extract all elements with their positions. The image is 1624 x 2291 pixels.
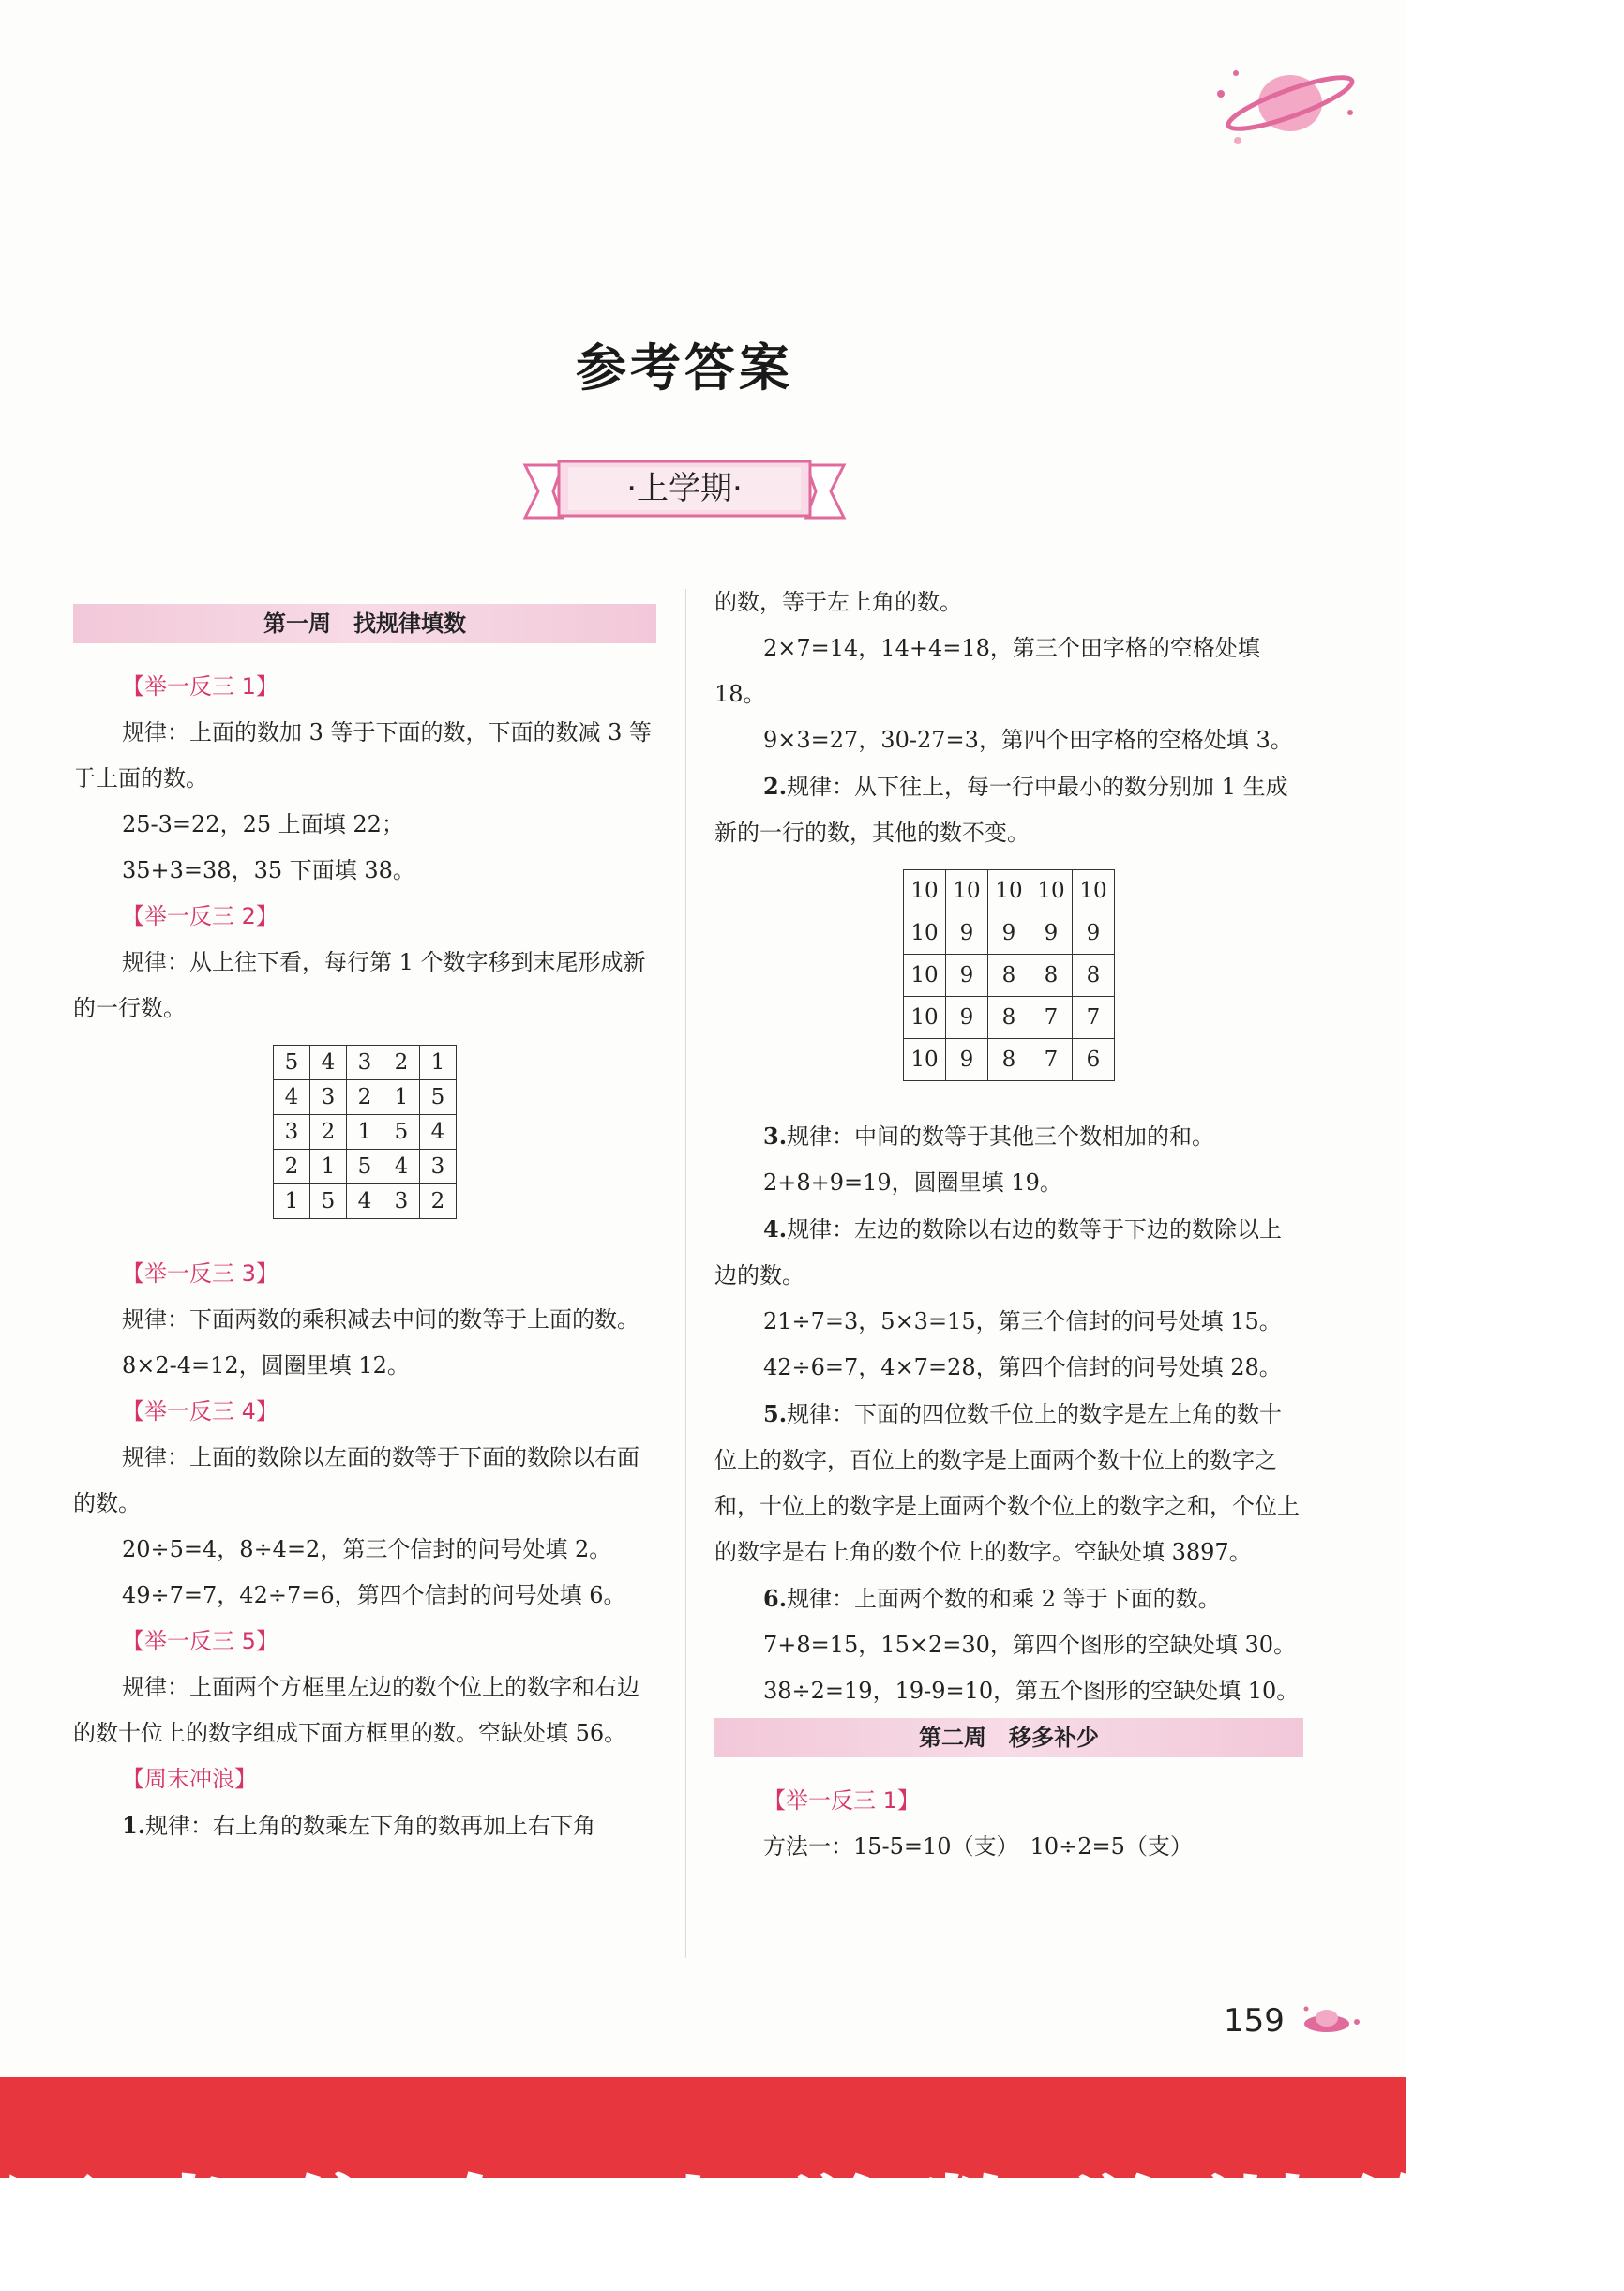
- answer-paragraph: [714, 1206, 1303, 1299]
- answer-paragraph: [714, 1113, 1303, 1160]
- right-column: [714, 580, 1303, 1870]
- grid-cell: 5: [420, 1080, 457, 1115]
- answer-line: 42÷6=7，4×7=28，第四个信封的问号处填 28。: [763, 1354, 1282, 1380]
- grid-cell: 4: [347, 1184, 383, 1219]
- grid-cell: 10: [1030, 870, 1073, 912]
- left-column: [73, 600, 656, 1849]
- grid-cell: 7: [1030, 1039, 1073, 1081]
- grid-cell: 8: [1073, 955, 1115, 997]
- item-number: 1.: [122, 1812, 146, 1839]
- grid-cell: 1: [383, 1080, 420, 1115]
- grid-cell: 8: [988, 1039, 1030, 1081]
- answer-paragraph: [714, 1575, 1303, 1622]
- grid-cell: 1: [310, 1150, 347, 1184]
- item-number: 2.: [763, 773, 788, 800]
- section-heading-week2: 第二周 移多补少: [714, 1718, 1303, 1757]
- answer-paragraph: [714, 1391, 1303, 1575]
- grid-cell: 3: [383, 1184, 420, 1219]
- grid-cell: 2: [383, 1046, 420, 1080]
- answer-line: 7+8=15，15×2=30，第四个图形的空缺处填 30。: [763, 1632, 1297, 1658]
- answer-paragraph: 规律：上面的数除以左面的数等于下面的数除以右面的数。: [73, 1444, 639, 1516]
- exercise-heading: 【举一反三 5】: [122, 1628, 278, 1654]
- grid-cell: 9: [946, 1039, 988, 1081]
- grid-cell: 3: [420, 1150, 457, 1184]
- item-text: 规律：上面两个数的和乘 2 等于下面的数。: [787, 1586, 1221, 1612]
- answer-paragraph: 9×3=27，30-27=3，第四个田字格的空格处填 3。: [763, 727, 1293, 753]
- grid-cell: 7: [1073, 997, 1115, 1039]
- answer-line: 38÷2=19，19-9=10，第五个图形的空缺处填 10。: [763, 1678, 1300, 1704]
- grid-cell: 9: [1030, 912, 1073, 955]
- grid-cell: 10: [904, 955, 946, 997]
- answer-paragraph: [73, 1802, 656, 1849]
- answer-paragraph: [714, 763, 1303, 856]
- page-title: 参考答案: [576, 338, 793, 398]
- grid-cell: 3: [310, 1080, 347, 1115]
- grid-cell: 2: [310, 1115, 347, 1150]
- item-text: 规律：右上角的数乘左下角的数再加上右下角: [145, 1813, 596, 1839]
- section-heading-week1: 第一周 找规律填数: [73, 604, 656, 643]
- exercise-heading: 【举一反三 2】: [122, 903, 278, 929]
- item-text: 规律：左边的数除以右边的数等于下边的数除以上边的数。: [714, 1216, 1283, 1289]
- grid-cell: 1: [347, 1115, 383, 1150]
- planet-decoration-icon: [1210, 56, 1360, 159]
- grid-cell: 5: [310, 1184, 347, 1219]
- answer-line: 25-3=22，25 上面填 22；: [122, 811, 404, 837]
- answer-line: 21÷7=3，5×3=15，第三个信封的问号处填 15。: [763, 1308, 1282, 1334]
- grid-cell: 4: [383, 1150, 420, 1184]
- exercise-heading: 【举一反三 1】: [763, 1787, 920, 1814]
- grid-cell: 1: [274, 1184, 310, 1219]
- ufo-decoration-icon: [1299, 1997, 1364, 2044]
- item-text: 规律：从下往上，每一行中最小的数分别加 1 生成新的一行的数，其他的数不变。: [714, 774, 1288, 846]
- grid-cell: 10: [1073, 870, 1115, 912]
- exercise-heading: 【周末冲浪】: [122, 1766, 257, 1792]
- grid-cell: 10: [904, 1039, 946, 1081]
- grid-cell: 4: [420, 1115, 457, 1150]
- grid-cell: 10: [988, 870, 1030, 912]
- grid-cell: 9: [988, 912, 1030, 955]
- grid-cell: 9: [946, 912, 988, 955]
- number-grid-left: [273, 1045, 457, 1219]
- exercise-heading: 【举一反三 1】: [122, 673, 278, 700]
- column-divider: [685, 589, 686, 1958]
- grid-cell: 7: [1030, 997, 1073, 1039]
- item-number: 5.: [763, 1400, 788, 1427]
- grid-cell: 8: [988, 997, 1030, 1039]
- grid-cell: 8: [1030, 955, 1073, 997]
- grid-cell: 10: [904, 870, 946, 912]
- answer-line: 35+3=38，35 下面填 38。: [122, 857, 415, 883]
- answer-line: 8×2-4=12，圆圈里填 12。: [122, 1352, 410, 1379]
- number-grid-right: [903, 869, 1115, 1081]
- grid-cell: 9: [946, 955, 988, 997]
- term-label: ·上学期·: [626, 470, 743, 507]
- item-number: 6.: [763, 1585, 788, 1612]
- answer-paragraph: 2×7=14，14+4=18，第三个田字格的空格处填 18。: [714, 635, 1260, 707]
- grid-cell: 2: [420, 1184, 457, 1219]
- grid-cell: 2: [274, 1150, 310, 1184]
- answer-line: 方法一：15-5=10（支） 10÷2=5（支）: [763, 1833, 1193, 1860]
- grid-cell: 9: [946, 997, 988, 1039]
- grid-cell: 10: [904, 997, 946, 1039]
- grid-cell: 1: [420, 1046, 457, 1080]
- grid-cell: 10: [946, 870, 988, 912]
- exercise-heading: 【举一反三 3】: [122, 1260, 278, 1287]
- answer-paragraph: 规律：从上往下看，每行第 1 个数字移到末尾形成新的一行数。: [73, 949, 646, 1021]
- item-number: 4.: [763, 1215, 788, 1243]
- grid-cell: 4: [310, 1046, 347, 1080]
- grid-cell: 10: [904, 912, 946, 955]
- answer-paragraph: 规律：上面两个方框里左边的数个位上的数字和右边的数十位上的数字组成下面方框里的数。空缺处填 56。: [73, 1674, 639, 1746]
- grid-cell: 6: [1073, 1039, 1115, 1081]
- grid-cell: 8: [988, 955, 1030, 997]
- answer-paragraph: 规律：上面的数加 3 等于下面的数，下面的数减 3 等于上面的数。: [73, 719, 653, 791]
- promo-footer-banner: [0, 2077, 1624, 2285]
- answer-line: 20÷5=4，8÷4=2，第三个信封的问号处填 2。: [122, 1536, 612, 1562]
- grid-cell: 3: [347, 1046, 383, 1080]
- grid-cell: 3: [274, 1115, 310, 1150]
- answer-paragraph: 的数，等于左上角的数。: [714, 589, 962, 615]
- grid-cell: 2: [347, 1080, 383, 1115]
- grid-cell: 5: [383, 1115, 420, 1150]
- grid-cell: 4: [274, 1080, 310, 1115]
- answer-line: 49÷7=7，42÷7=6，第四个信封的问号处填 6。: [122, 1582, 626, 1608]
- item-text: 规律：下面的四位数千位上的数字是左上角的数十位上的数字，百位上的数字是上面两个数十位上的数字之和，十位上的数字是上面两个数个位上的数字之和，个位上的数字是右上角的数个位上的数字。空缺处填 3897。: [714, 1401, 1300, 1565]
- page-number: 159: [1224, 2002, 1285, 2040]
- item-text: 规律：中间的数等于其他三个数相加的和。: [787, 1123, 1215, 1150]
- exercise-heading: 【举一反三 4】: [122, 1398, 278, 1424]
- answer-paragraph: 规律：下面两数的乘积减去中间的数等于上面的数。: [122, 1306, 639, 1333]
- grid-cell: 5: [347, 1150, 383, 1184]
- grid-cell: 5: [274, 1046, 310, 1080]
- footer-banner-text: 图书信息·小学数学训练营: [0, 2165, 1624, 2285]
- answer-line: 2+8+9=19，圆圈里填 19。: [763, 1169, 1062, 1196]
- grid-cell: 9: [1073, 912, 1115, 955]
- item-number: 3.: [763, 1123, 788, 1150]
